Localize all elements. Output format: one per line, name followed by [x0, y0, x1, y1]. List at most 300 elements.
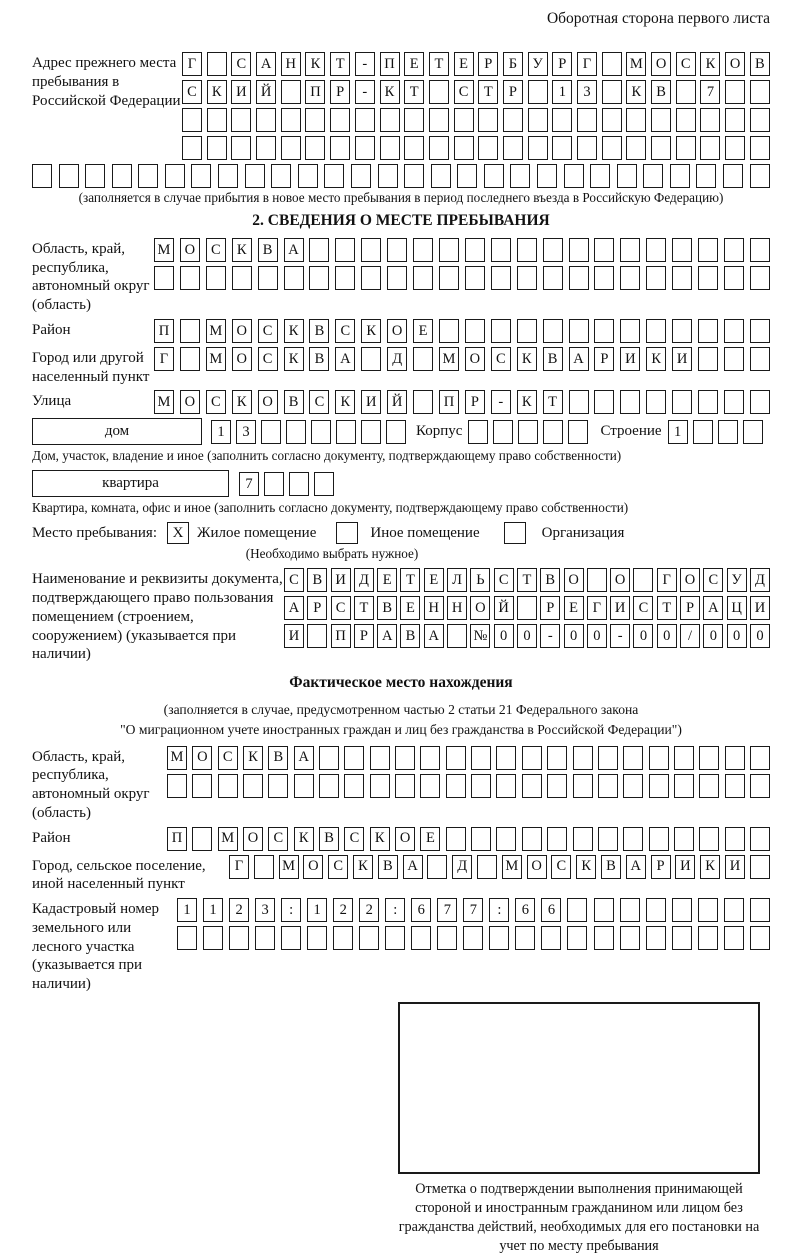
char-cell: 2	[229, 898, 249, 922]
cadastral-row-1	[177, 898, 770, 922]
char-cell: К	[294, 827, 314, 851]
char-cell: И	[231, 80, 251, 104]
char-cell: Е	[424, 568, 444, 592]
stay-option-organization-label: Организация	[541, 524, 625, 541]
char-cell	[594, 266, 614, 290]
char-cell: О	[180, 390, 200, 414]
char-cell	[528, 108, 548, 132]
actual-district-row	[167, 827, 770, 851]
actual-location-note-line1: (заполняется в случае, предусмотренном частью 2 статьи 21 Федерального закона	[163, 702, 639, 718]
char-cell: П	[167, 827, 187, 851]
char-cell	[750, 855, 770, 879]
char-cell	[218, 774, 238, 798]
char-cell	[477, 855, 497, 879]
char-cell: О	[680, 568, 700, 592]
char-cell	[413, 347, 433, 371]
char-cell	[569, 238, 589, 262]
char-cell	[724, 898, 744, 922]
char-cell: 1	[668, 420, 688, 444]
char-cell	[750, 136, 770, 160]
char-cell	[649, 746, 669, 770]
char-cell	[446, 827, 466, 851]
char-cell	[517, 319, 537, 343]
char-cell: О	[725, 52, 745, 76]
char-cell	[602, 136, 622, 160]
char-cell	[750, 266, 770, 290]
char-cell: Т	[429, 52, 449, 76]
char-cell: 0	[587, 624, 607, 648]
char-cell	[693, 420, 713, 444]
char-cell: И	[620, 347, 640, 371]
apartment-type-box: квартира	[32, 470, 229, 497]
char-cell: Й	[256, 80, 276, 104]
char-cell	[620, 926, 640, 950]
char-cell	[177, 926, 197, 950]
char-cell	[651, 108, 671, 132]
char-cell	[413, 238, 433, 262]
char-cell	[463, 926, 483, 950]
char-cell	[724, 926, 744, 950]
char-cell	[543, 319, 563, 343]
char-cell	[387, 266, 407, 290]
char-cell	[620, 266, 640, 290]
char-cell	[587, 568, 607, 592]
char-cell: К	[243, 746, 263, 770]
char-cell	[395, 774, 415, 798]
char-cell: 1	[552, 80, 572, 104]
stroenie-label: Строение	[600, 423, 662, 440]
char-cell	[484, 164, 504, 188]
char-cell	[446, 774, 466, 798]
char-cell: 1	[203, 898, 223, 922]
char-cell	[355, 136, 375, 160]
char-cell	[471, 774, 491, 798]
section2-title: 2. СВЕДЕНИЯ О МЕСТЕ ПРЕБЫВАНИЯ	[252, 211, 550, 229]
char-cell	[724, 266, 744, 290]
actual-region-block	[32, 746, 770, 823]
char-cell	[698, 898, 718, 922]
char-cell	[750, 108, 770, 132]
char-cell: С	[182, 80, 202, 104]
char-cell: И	[610, 596, 630, 620]
char-cell	[493, 420, 513, 444]
char-cell	[496, 746, 516, 770]
char-cell: В	[378, 855, 398, 879]
char-cell: С	[335, 319, 355, 343]
char-cell: В	[319, 827, 339, 851]
char-cell	[284, 266, 304, 290]
stay-option-other-label: Иное помещение	[370, 524, 480, 541]
char-cell: М	[154, 238, 174, 262]
char-cell	[649, 827, 669, 851]
char-cell	[594, 926, 614, 950]
char-cell: А	[284, 238, 304, 262]
char-cell	[672, 238, 692, 262]
char-cell	[594, 390, 614, 414]
char-cell: С	[551, 855, 571, 879]
char-cell	[271, 164, 291, 188]
char-cell	[651, 136, 671, 160]
stay-option-organization-checkbox	[504, 522, 526, 544]
char-cell	[602, 52, 622, 76]
char-cell	[620, 319, 640, 343]
char-cell	[427, 855, 447, 879]
char-cell: К	[700, 52, 720, 76]
char-cell	[491, 238, 511, 262]
char-cell	[311, 420, 331, 444]
char-cell: Е	[454, 52, 474, 76]
char-cell	[231, 136, 251, 160]
house-row	[32, 418, 770, 445]
char-cell	[698, 347, 718, 371]
char-cell	[528, 136, 548, 160]
char-cell	[336, 420, 356, 444]
char-cell: Р	[465, 390, 485, 414]
char-cell	[724, 347, 744, 371]
char-cell	[503, 136, 523, 160]
char-cell: П	[439, 390, 459, 414]
char-cell	[258, 266, 278, 290]
char-cell: М	[167, 746, 187, 770]
char-cell: И	[725, 855, 745, 879]
char-cell: С	[309, 390, 329, 414]
char-cell	[404, 136, 424, 160]
char-cell	[590, 164, 610, 188]
prev-address-caption: (заполняется в случае прибытия в новое место пребывания в период последнего въезда в Российскую Федерацию)	[78, 190, 724, 205]
char-cell: О	[192, 746, 212, 770]
char-cell: А	[703, 596, 723, 620]
char-cell: В	[268, 746, 288, 770]
char-cell	[491, 266, 511, 290]
char-cell	[180, 319, 200, 343]
char-cell: 0	[633, 624, 653, 648]
char-cell	[465, 238, 485, 262]
char-cell: И	[750, 596, 770, 620]
char-cell: 6	[411, 898, 431, 922]
district-row	[154, 319, 770, 343]
char-cell	[602, 108, 622, 132]
char-cell: В	[543, 347, 563, 371]
char-cell	[207, 136, 227, 160]
char-cell: Р	[503, 80, 523, 104]
cadastral-label: Кадастровый номер земельного или лесного участка (указывается при наличии)	[32, 901, 159, 992]
char-cell: Е	[400, 596, 420, 620]
char-cell: А	[294, 746, 314, 770]
char-cell	[359, 926, 379, 950]
actual-city-block	[32, 855, 770, 895]
char-cell: 7	[239, 472, 259, 496]
char-cell: Н	[447, 596, 467, 620]
char-cell: А	[403, 855, 423, 879]
char-cell	[335, 266, 355, 290]
char-cell	[344, 746, 364, 770]
char-cell	[743, 420, 763, 444]
char-cell	[646, 926, 666, 950]
house-number-cells	[211, 420, 406, 444]
char-cell	[468, 420, 488, 444]
char-cell	[180, 347, 200, 371]
char-cell	[725, 80, 745, 104]
char-cell: С	[218, 746, 238, 770]
char-cell	[207, 52, 227, 76]
char-cell	[543, 266, 563, 290]
char-cell: И	[675, 855, 695, 879]
char-cell: Т	[517, 568, 537, 592]
char-cell	[725, 774, 745, 798]
char-cell	[465, 266, 485, 290]
char-cell	[547, 746, 567, 770]
char-cell: П	[380, 52, 400, 76]
char-cell: -	[540, 624, 560, 648]
char-cell: К	[353, 855, 373, 879]
char-cell: -	[491, 390, 511, 414]
char-cell	[309, 266, 329, 290]
char-cell	[552, 136, 572, 160]
char-cell: С	[344, 827, 364, 851]
char-cell: П	[331, 624, 351, 648]
prev-address-block	[32, 52, 770, 160]
char-cell: В	[284, 390, 304, 414]
char-cell	[165, 164, 185, 188]
char-cell	[750, 347, 770, 371]
char-cell	[411, 926, 431, 950]
prev-address-row-2	[182, 80, 770, 104]
char-cell	[231, 108, 251, 132]
char-cell	[294, 774, 314, 798]
region-row-1	[154, 238, 770, 262]
char-cell	[256, 136, 276, 160]
char-cell: С	[494, 568, 514, 592]
char-cell	[672, 390, 692, 414]
char-cell	[457, 164, 477, 188]
char-cell: О	[564, 568, 584, 592]
char-cell: И	[672, 347, 692, 371]
prev-address-row-3	[182, 108, 770, 132]
char-cell	[725, 136, 745, 160]
char-cell: С	[633, 596, 653, 620]
char-cell	[370, 746, 390, 770]
char-cell: С	[454, 80, 474, 104]
char-cell	[598, 827, 618, 851]
char-cell	[319, 746, 339, 770]
char-cell: А	[256, 52, 276, 76]
char-cell	[439, 266, 459, 290]
char-cell	[385, 926, 405, 950]
char-cell	[298, 164, 318, 188]
char-cell	[517, 596, 537, 620]
stay-option-residential-label: Жилое помещение	[197, 524, 317, 541]
char-cell	[203, 926, 223, 950]
char-cell	[314, 472, 334, 496]
char-cell	[112, 164, 132, 188]
char-cell: 2	[359, 898, 379, 922]
stroenie-cells	[668, 420, 763, 444]
char-cell: К	[626, 80, 646, 104]
char-cell	[420, 774, 440, 798]
char-cell	[750, 80, 770, 104]
char-cell	[333, 926, 353, 950]
char-cell	[620, 238, 640, 262]
char-cell: М	[279, 855, 299, 879]
district-block	[32, 319, 770, 343]
char-cell	[439, 319, 459, 343]
char-cell	[623, 774, 643, 798]
char-cell	[361, 238, 381, 262]
prev-address-label: Адрес прежнего места пребывания в Российской Федерации	[32, 55, 181, 109]
char-cell: Г	[657, 568, 677, 592]
char-cell: Р	[540, 596, 560, 620]
char-cell	[698, 319, 718, 343]
char-cell	[672, 266, 692, 290]
char-cell	[330, 136, 350, 160]
char-cell	[447, 624, 467, 648]
char-cell	[569, 266, 589, 290]
char-cell	[429, 136, 449, 160]
char-cell	[361, 420, 381, 444]
char-cell	[335, 238, 355, 262]
char-cell	[510, 164, 530, 188]
char-cell	[522, 746, 542, 770]
char-cell: Т	[478, 80, 498, 104]
char-cell	[594, 238, 614, 262]
char-cell: М	[218, 827, 238, 851]
char-cell	[577, 136, 597, 160]
char-cell	[232, 266, 252, 290]
stamp-area	[388, 1002, 770, 1256]
prev-address-row-5	[32, 164, 770, 188]
char-cell: Е	[564, 596, 584, 620]
char-cell	[491, 319, 511, 343]
char-cell	[698, 390, 718, 414]
char-cell: О	[243, 827, 263, 851]
char-cell	[245, 164, 265, 188]
char-cell	[528, 80, 548, 104]
char-cell	[626, 108, 646, 132]
char-cell: /	[680, 624, 700, 648]
char-cell: О	[180, 238, 200, 262]
city-label: Город или другой населенный пункт	[32, 349, 150, 385]
char-cell: 0	[657, 624, 677, 648]
actual-region-label: Область, край, республика, автономный округ (область)	[32, 748, 150, 821]
char-cell: М	[502, 855, 522, 879]
char-cell: К	[335, 390, 355, 414]
korpus-label: Корпус	[416, 423, 463, 440]
char-cell	[351, 164, 371, 188]
char-cell	[646, 266, 666, 290]
char-cell: Д	[750, 568, 770, 592]
char-cell: Т	[404, 80, 424, 104]
char-cell	[281, 80, 301, 104]
char-cell: 0	[517, 624, 537, 648]
char-cell	[261, 420, 281, 444]
city-row	[154, 347, 770, 371]
char-cell	[698, 926, 718, 950]
actual-region-row-2	[167, 774, 770, 798]
char-cell	[404, 164, 424, 188]
char-cell	[620, 390, 640, 414]
stay-option-other-checkbox	[336, 522, 358, 544]
house-caption: Дом, участок, владение и иное (заполнить согласно документу, подтверждающему право собственности)	[32, 448, 622, 464]
char-cell: С	[491, 347, 511, 371]
char-cell	[522, 827, 542, 851]
char-cell: И	[331, 568, 351, 592]
char-cell	[698, 266, 718, 290]
char-cell: Р	[594, 347, 614, 371]
char-cell: О	[610, 568, 630, 592]
char-cell: 1	[177, 898, 197, 922]
char-cell: Р	[330, 80, 350, 104]
char-cell	[723, 164, 743, 188]
char-cell	[646, 319, 666, 343]
char-cell	[547, 827, 567, 851]
char-cell: -	[355, 52, 375, 76]
char-cell: Г	[229, 855, 249, 879]
char-cell: О	[303, 855, 323, 879]
char-cell	[454, 108, 474, 132]
char-cell: М	[206, 319, 226, 343]
prev-address-row-4	[182, 136, 770, 160]
char-cell	[395, 746, 415, 770]
char-cell: А	[335, 347, 355, 371]
char-cell	[750, 164, 770, 188]
char-cell: Р	[478, 52, 498, 76]
region-block	[32, 238, 770, 315]
char-cell: К	[284, 319, 304, 343]
char-cell: Е	[413, 319, 433, 343]
char-cell	[577, 108, 597, 132]
char-cell	[670, 164, 690, 188]
region-row-2	[154, 266, 770, 290]
char-cell: Р	[307, 596, 327, 620]
document-label: Наименование и реквизиты документа, подтверждающего право пользования помещением (строением, сооружением) (указывается при наличии)	[32, 571, 283, 663]
char-cell	[307, 926, 327, 950]
page-title: Оборотная сторона первого листа	[546, 10, 770, 27]
char-cell	[750, 926, 770, 950]
char-cell: К	[517, 390, 537, 414]
char-cell	[724, 390, 744, 414]
char-cell	[380, 108, 400, 132]
char-cell: А	[569, 347, 589, 371]
char-cell	[676, 108, 696, 132]
char-cell	[437, 926, 457, 950]
char-cell	[167, 774, 187, 798]
char-cell: Й	[387, 390, 407, 414]
char-cell: О	[527, 855, 547, 879]
char-cell: №	[470, 624, 490, 648]
char-cell: К	[232, 238, 252, 262]
char-cell	[672, 926, 692, 950]
char-cell: Г	[577, 52, 597, 76]
char-cell	[602, 80, 622, 104]
char-cell: Т	[354, 596, 374, 620]
char-cell	[446, 746, 466, 770]
char-cell	[725, 108, 745, 132]
char-cell: 2	[333, 898, 353, 922]
actual-city-label: Город, сельское поселение, иной населенный пункт	[32, 857, 206, 893]
char-cell: Н	[281, 52, 301, 76]
char-cell	[517, 266, 537, 290]
char-cell: А	[377, 624, 397, 648]
char-cell	[569, 319, 589, 343]
char-cell	[674, 827, 694, 851]
street-label: Улица	[32, 393, 72, 410]
char-cell: А	[626, 855, 646, 879]
char-cell	[429, 108, 449, 132]
char-cell: В	[651, 80, 671, 104]
char-cell	[699, 746, 719, 770]
char-cell	[643, 164, 663, 188]
char-cell: К	[284, 347, 304, 371]
